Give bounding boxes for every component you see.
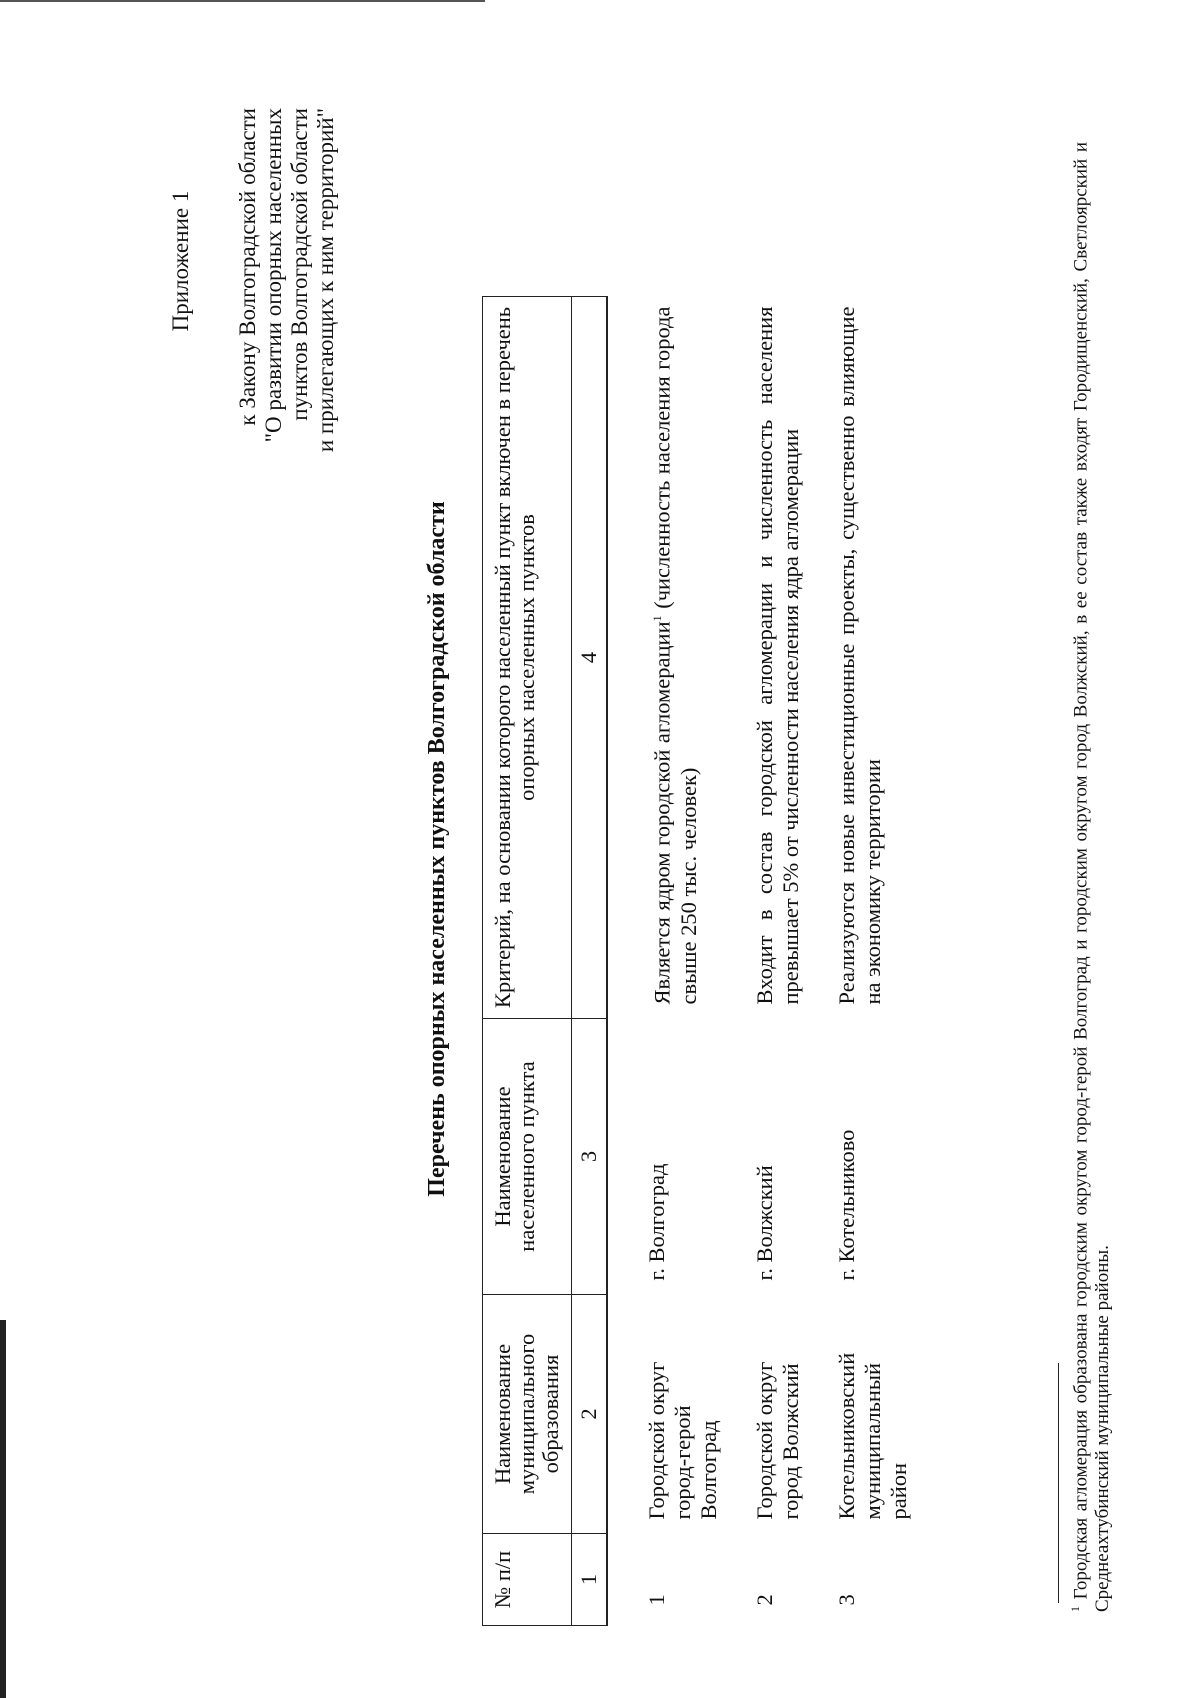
criterion-text-cont: (численность населения города свыше 250 тыс. человек)	[649, 306, 701, 1005]
row-number: 3	[834, 1594, 859, 1606]
header-municipality: Наименование муниципального образования	[483, 1295, 572, 1534]
header-criterion: Критерий, на основании которого населенный пункт включен в перечень опорных населенных пунктов	[483, 297, 572, 1019]
column-number: 3	[572, 1019, 608, 1295]
table-row	[607, 297, 746, 1626]
table-row	[746, 297, 828, 1626]
column-number: 4	[572, 297, 608, 1019]
footnote-separator	[1058, 1363, 1059, 1603]
column-number: 1	[572, 1534, 608, 1626]
table-header-row	[483, 297, 572, 1626]
row-criterion	[746, 297, 828, 1019]
footnote-marker: 1	[1068, 1606, 1082, 1612]
appendix-reference	[235, 108, 339, 558]
footnote	[1064, 142, 1114, 1612]
header-settlement: Наименование населенного пункта	[483, 1019, 572, 1295]
appendix-reference-line: "О развитии опорных населенных	[261, 108, 286, 443]
criterion-text: Реализуются новые инвестиционные проекты, существенно влияющие на экономику территории	[834, 306, 885, 1005]
row-number: 1	[644, 1594, 669, 1606]
row-criterion	[828, 297, 936, 1019]
table-row	[828, 297, 936, 1626]
row-municipality: Городской округ город-герой Волгоград	[644, 1361, 721, 1520]
row-settlement: г. Волжский	[752, 1165, 777, 1281]
column-number: 2	[572, 1295, 608, 1534]
row-municipality: Городской округ город Волжский	[752, 1361, 803, 1520]
header-number: № п/п	[483, 1534, 572, 1626]
row-settlement: г. Котельниково	[834, 1129, 859, 1281]
row-settlement: г. Волгоград	[644, 1163, 669, 1281]
row-criterion	[607, 297, 746, 1019]
column-number-row	[572, 297, 608, 1626]
appendix-reference-line: к Закону Волгоградской области	[235, 108, 260, 426]
settlements-table	[482, 296, 936, 1626]
appendix-reference-line: и прилегающих к ним территорий"	[313, 108, 338, 453]
appendix-reference-line: пунктов Волгоградской области	[287, 108, 312, 421]
criterion-text: Является ядром городской агломерации	[649, 621, 675, 1005]
appendix-number: Приложение 1	[168, 190, 193, 332]
footnote-text: Городская агломерация образована городским округом город-герой Волгоград и городским округом город Волжский, в ее состав также входят Городищенский, Светлоярский и Среднеахтубинский муниципальные районы.	[1070, 142, 1114, 1612]
footnote-marker: 1	[650, 615, 664, 622]
document-title: Перечень опорных населенных пунктов Волгоградской области	[424, 501, 450, 1197]
row-number: 2	[752, 1594, 777, 1606]
row-municipality: Котельниковский муниципальный район	[834, 1352, 911, 1520]
criterion-text: Входит в состав городской агломерации и численность населения превышает 5% от численности населения ядра агломерации	[752, 306, 803, 1005]
